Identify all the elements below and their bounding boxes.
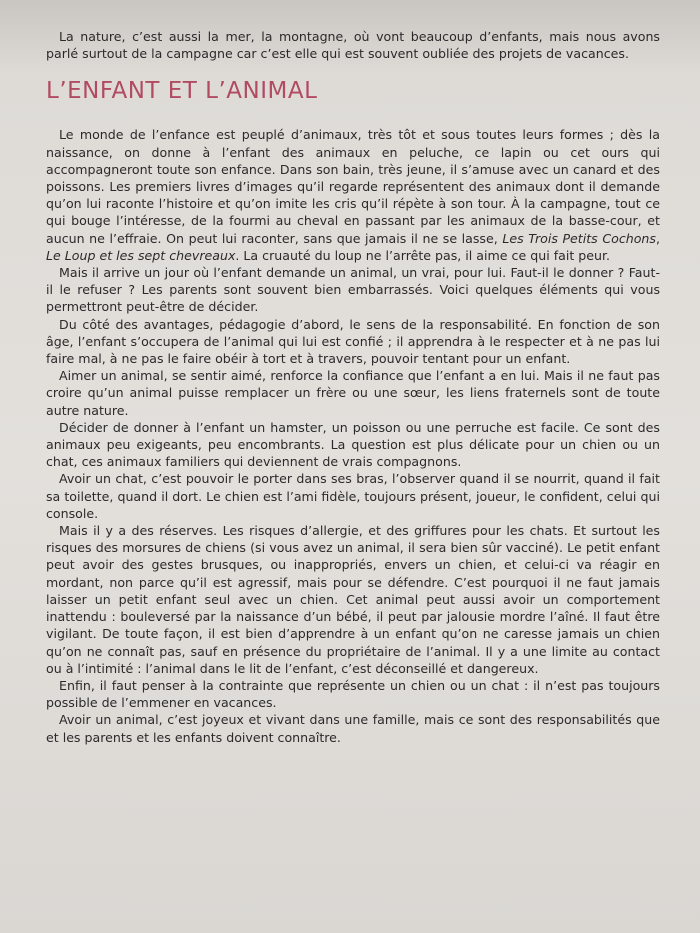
paragraph-6: Avoir un chat, c’est pouvoir le porter dans ses bras, l’observer quand il se nourrit, quand il fait sa toilette, quand il dort. Le chien est l’ami fidèle, toujours présent, joueur, le confident, celui qui console. <box>46 471 660 521</box>
paragraph-5: Décider de donner à l’enfant un hamster, un poisson ou une perruche est facile. Ce sont des animaux peu exigeants, peu encombrants. La question est plus délicate pour un chien ou un chat, ces animaux familiers qui deviennent de vrais compagnons. <box>46 419 660 470</box>
paragraph-1-text-b: . La cruauté du loup ne l’arrête pas, il aime ce qui fait peur. <box>235 247 611 263</box>
book-title-trois-petits-cochons: Les Trois Petits Cochons <box>502 230 656 246</box>
section-heading: L’ENFANT ET L’ANIMAL <box>46 78 318 105</box>
paragraph-9: Avoir un animal, c’est joyeux et vivant dans une famille, mais ce sont des responsabilités que et les parents et les enfants doivent connaître. <box>46 712 660 745</box>
paragraph-2: Mais il arrive un jour où l’enfant demande un animal, un vrai, pour lui. Faut-il le donner ? Faut-il le refuser ? Les parents sont souvent bien embarrassés. Voici quelques éléments qui vous permettront peut-être de décider. <box>46 265 660 315</box>
paragraph-1 <box>46 126 660 264</box>
book-title-loup-chevreaux: Le Loup et les sept chevreaux <box>46 247 236 263</box>
intro-paragraph: La nature, c’est aussi la mer, la montagne, où vont beaucoup d’enfants, mais nous avons parlé surtout de la campagne car c’est elle qui est souvent oubliée des projets de vacances. <box>46 29 660 62</box>
paragraph-7: Mais il y a des réserves. Les risques d’allergie, et des griffures pour les chats. Et surtout les risques des morsures de chiens (si vous avez un animal, il sera bien sûr vacciné). Le petit enfant peut avoir des gestes brusques, ou inappropriés, envers un chien, et celui-ci va réagir en mordant, non parce qu’il est agressif, mais pour se défendre. C’est pourquoi il ne faut jamais laisser un petit enfant seul avec un chien. Cet animal peut aussi avoir un comportement inattendu : bouleversé par la naissance d’un bébé, il peut par jalousie mordre l’aîné. Il faut être vigilant. De toute façon, il est bien d’apprendre à un enfant qu’on ne caresse jamais un chien qu’on ne connaît pas, sauf en présence du propriétaire de l’animal. Il y a une limite au contact ou à l’intimité : l’animal dans le lit de l’enfant, c’est déconseillé et dangereux. <box>46 523 660 676</box>
paragraph-3: Du côté des avantages, pédagogie d’abord, le sens de la responsabilité. En fonction de son âge, l’enfant s’occupera de l’animal qui lui est confié ; il apprendra à le respecter et à ne pas lui faire mal, à ne pas le faire obéir à tort et à travers, pouvoir tentant pour un enfant. <box>46 316 660 367</box>
paragraph-8: Enfin, il faut penser à la contrainte que représente un chien ou un chat : il n’est pas toujours possible de l’emmener en vacances. <box>46 677 660 711</box>
page-content <box>46 28 660 746</box>
paragraph-1-separator: , <box>655 230 660 246</box>
paragraph-1-text-a: Le monde de l’enfance est peuplé d’animaux, très tôt et sous toutes leurs formes ; dès la naissance, on donne à l’enfant des animaux en peluche, ce lapin ou cet ours qui accompagneront toute son enfance. Dans son bain, très jeune, il s’amuse avec un canard et des poissons. Les premiers livres d’images qu’il regarde représentent des animaux dont il demande qu’on lui raconte l’histoire et qu’on imite les cris qu’il répète à son tour. À la campagne, tout ce qui bouge l’intéresse, de la fourmi au cheval en passant par les animaux de la basse-cour, et aucun ne l’effraie. On peut lui raconter, sans que jamais il ne se lasse, <box>46 127 660 246</box>
paragraph-4: Aimer un animal, se sentir aimé, renforce la confiance que l’enfant a en lui. Mais il ne faut pas croire qu’un animal puisse remplacer un frère ou une sœur, les liens fraternels sont de toute autre nature. <box>46 368 660 418</box>
